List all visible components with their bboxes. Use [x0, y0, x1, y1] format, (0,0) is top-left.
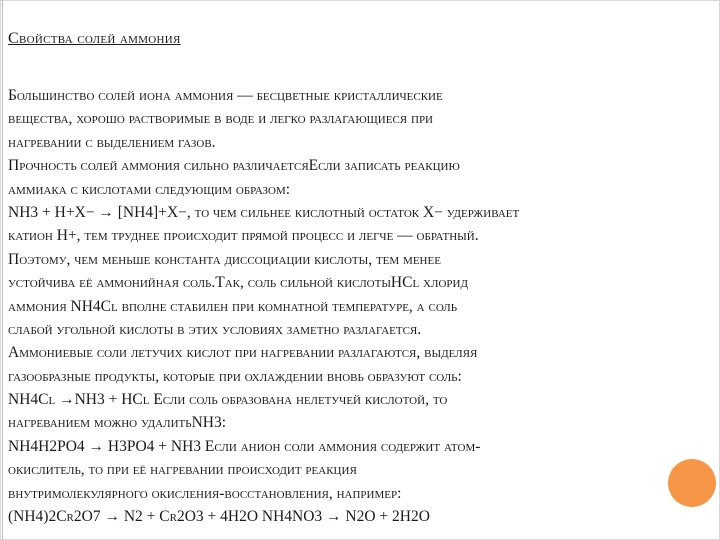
- equation-line: NH3 + H+X− → [NH4]+X−, то чем сильнее кислотный остаток X− удерживает: [8, 203, 520, 221]
- left-border-line: [2, 0, 3, 540]
- body-line: катион H+, тем труднее происходит прямой процесс и легче — обратный.: [8, 227, 479, 245]
- equation-line: NH4H2PO4 → H3PO4 + NH3 Если анион соли аммония содержит атом-: [8, 437, 481, 455]
- body-line: нагреванием можно удалитьNH3:: [8, 414, 227, 432]
- body-line: Аммониевые соли летучих кислот при нагревании разлагаются, выделяя: [8, 344, 478, 362]
- body-line: аммиака с кислотами следующим образом:: [8, 180, 291, 198]
- body-line: аммония NH4Cl вполне стабилен при комнатной температуре, а соль: [8, 297, 458, 315]
- body-line: Поэтому, чем меньше константа диссоциации кислоты, тем менее: [8, 250, 441, 268]
- body-line: устойчива её аммонийная соль.Так, соль сильной кислотыHCl хлорид: [8, 274, 468, 292]
- body-line: внутримолекулярного окисления-восстановления, например:: [8, 484, 402, 502]
- equation-line: (NH4)2Cr2O7 → N2 + Cr2O3 + 4H2O NH4NO3 → N2O + 2H2O: [8, 508, 430, 526]
- slide-title: Свойства солей аммония: [8, 30, 181, 47]
- body-line: Большинство солей иона аммония — бесцветные кристаллические: [8, 87, 443, 104]
- slide-body: [8, 84, 720, 528]
- body-line: вещества, хорошо растворимые в воде и легко разлагающиеся при: [8, 110, 433, 128]
- body-line: Прочность солей аммония сильно различаетсяЕсли записать реакцию: [8, 157, 460, 175]
- body-line: нагревании с выделением газов.: [8, 133, 216, 151]
- decorative-circle: [668, 459, 716, 507]
- body-line: слабой угольной кислоты в этих условиях заметно разлагается.: [8, 320, 422, 338]
- equation-line: NH4Cl →NH3 + HCl Если соль образована нелетучей кислотой, то: [8, 391, 448, 409]
- body-line: газообразные продукты, которые при охлаждении вновь образуют соль:: [8, 367, 462, 385]
- body-line: окислитель, то при её нагревании происходит реакция: [8, 461, 357, 479]
